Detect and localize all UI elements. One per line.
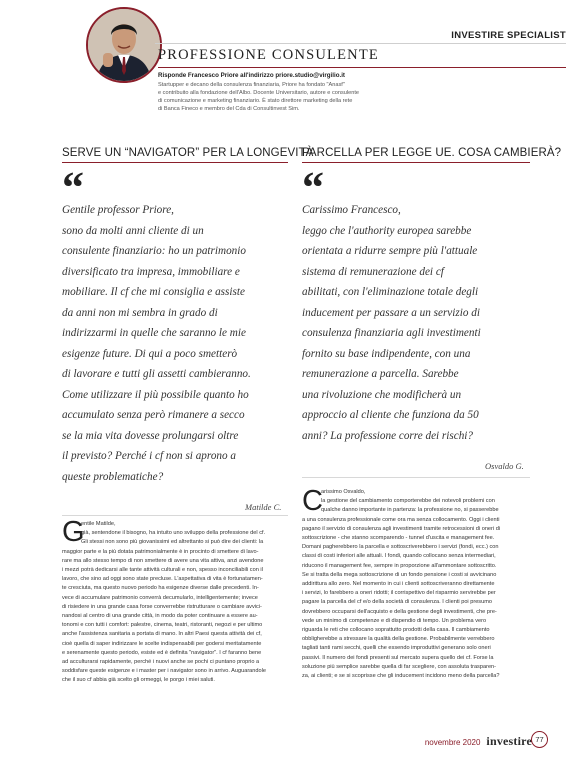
- bio-line: Startupper e decano della consulenza finanziaria, Priore ha fondato "Anasf": [158, 82, 345, 88]
- letter-line: fornito su base indipendente, con una: [302, 347, 471, 360]
- reply-line: riguarda le reti che collocano soprattutto prodotti della casa. Il cambiamento: [302, 627, 490, 634]
- section-label: INVESTIRE SPECIALIST: [451, 30, 566, 41]
- author-portrait: [86, 7, 162, 83]
- left-separator: [62, 515, 288, 516]
- right-signature: Osvaldo G.: [485, 461, 524, 471]
- reply-line: vede un minimo di competenze e di dispendio di tempo. Un problema vero: [302, 617, 487, 624]
- letter-line: una rivoluzione che modificherà un: [302, 388, 462, 401]
- reply-line: anche l'assistenza sanitaria a portata di mano. In altri Paesi questa attività dei cf,: [62, 631, 262, 638]
- right-headline: PARCELLA PER LEGGE UE. COSA CAMBIERÀ?: [302, 147, 562, 159]
- bio-line: di comunicazione e marketing finanziario. È stato direttore marketing della rete: [158, 98, 353, 104]
- reply-line: già, sentendone il bisogno, ha intuito uno sviluppo della professione del cf.: [81, 530, 266, 537]
- letter-line: abilitati, con l'eliminazione totale degli: [302, 286, 479, 298]
- letter-line: anni? La professione corre dei rischi?: [302, 429, 474, 442]
- reply-line: za, ai clienti; e se si scoprisse che gli inducement incidono meno della parcella?: [302, 673, 500, 680]
- letter-line: indirizzarmi in quelle che saranno le mie: [62, 327, 246, 339]
- reply-line: entile Matilde,: [81, 521, 116, 527]
- reply-line: qualche danno importante in partenza: la professione no, si passerebbe: [321, 507, 499, 514]
- letter-line: approccio al cliente che funziona da 50: [302, 409, 479, 421]
- right-dropcap: C: [302, 485, 323, 517]
- reply-line: addirittura allo zero. Nel momento in cui i clienti sottoscriveranno direttamente: [302, 581, 495, 588]
- page-number: 77: [531, 731, 548, 748]
- bio-line: e contribuito alla fondazione dell'Albo. Docente Universitario, autore e consulente: [158, 90, 360, 96]
- reply-line: cioè quella di saper indirizzare le scelte indispensabili per godersi meritatamente: [62, 640, 262, 647]
- letter-line: queste problematiche?: [62, 470, 164, 483]
- responder-line: Risponde Francesco Priore all'indirizzo priore.studio@virgilio.it: [158, 72, 345, 79]
- reply-line: te cresciuta, ma questo nuovo periodo ha esigenze diverse dalle precedenti. In-: [62, 585, 259, 592]
- right-separator: [302, 477, 530, 478]
- reply-line: i servizi, lo farebbero a oneri ridotti; il corrispettivo del risparmio servirebbe per: [302, 590, 496, 597]
- page-footer: [425, 734, 532, 749]
- reply-line: e serenamente questo periodo, esiste ed è definita "navigator". I cf faranno bene: [62, 649, 262, 656]
- reply-line: tagliati tanti rami secchi, quelli che essendo improduttivi generano solo oneri: [302, 645, 491, 652]
- title-underline: [158, 67, 566, 68]
- reply-line: la gestione del cambiamento comporterebbe dei notevoli problemi con: [321, 498, 495, 505]
- left-dropcap: G: [62, 516, 85, 548]
- letter-line: il previsto? Perché i cf non si aprono a: [62, 450, 237, 462]
- letter-line: Carissimo Francesco,: [302, 204, 401, 216]
- reply-line: di risiedere in una grande casa forse converrebbe ristrutturare o cambiare avvici-: [62, 603, 262, 610]
- left-headline-rule: [62, 162, 288, 163]
- issue-date: novembre 2020: [424, 738, 481, 747]
- letter-line: se la mia vita dovesse prolungarsi oltre: [62, 429, 239, 442]
- reply-line: soluzione più semplice sarebbe quella di far scegliere, con assoluta trasparen-: [302, 663, 497, 670]
- reply-line: riducono il management fee, sempre in proporzione all'ammontare sottoscritto.: [302, 562, 497, 569]
- reply-line: pagano il servizio di consulenza agli investimenti tramite retrocessioni di oneri di: [302, 525, 501, 532]
- letter-line: Gentile professor Priore,: [62, 204, 174, 216]
- reply-line: obbligherebbe a stressare la qualità della gestione. Probabilmente verrebbero: [302, 636, 495, 643]
- reply-line: vece di accumulare patrimonio converrà decumularlo, intelligentemente; invece: [62, 594, 258, 601]
- reply-line: tonomi e con tutti i comfort: palestre, cinema, teatri, ristoranti, negozi e per ultimo: [62, 622, 263, 629]
- letter-line: sistema di remunerazione dei cf: [302, 265, 444, 278]
- letter-line: sono da molti anni cliente di un: [62, 224, 204, 237]
- right-headline-rule: [302, 162, 530, 163]
- left-reader-letter: [62, 200, 251, 487]
- letter-line: orientata a ridurre sempre più l'attuale: [302, 245, 478, 257]
- letter-line: remunerazione a parcella. Sarebbe: [302, 368, 459, 380]
- left-signature: Matilde C.: [245, 502, 282, 512]
- right-quote-mark: “: [302, 163, 324, 212]
- reply-line: Domani pagherebbero la parcella e sottoscriverebbero i servizi (fondi, ecc.) con: [302, 544, 499, 551]
- letter-line: da anni non mi sembra in grado di: [62, 306, 218, 319]
- letter-line: esigenze future. Di qui a poco smetterò: [62, 347, 238, 360]
- reply-line: che il suo cf abbia già scelto gli ormeggi, le porgo i miei saluti.: [62, 677, 215, 684]
- letter-line: consulenza finanziaria agli investimenti: [302, 327, 481, 339]
- reply-line: Gli stessi non sono più giovanissimi ed altrettanto si può dire dei clienti: la: [81, 539, 264, 546]
- left-quote-mark: “: [62, 163, 84, 212]
- letter-line: inducement per passare a un servizio di: [302, 306, 480, 319]
- letter-line: consulente finanziario: ho un patrimonio: [62, 245, 246, 257]
- bio-line: di Banca Fineco e membro del Cda di Consultinvest Sim.: [158, 106, 300, 112]
- right-reply-text: [302, 485, 530, 681]
- left-reply-text: [62, 516, 288, 686]
- reply-line: soddisfare queste esigenze e i master per i navigator sono in arrivo. Auguarandole: [62, 668, 266, 675]
- letter-line: diversificato tra impresa, immobiliare e: [62, 265, 240, 278]
- reply-line: sottoscrizione - che stanno scomparendo - tunnel d'uscita e management fee.: [302, 535, 495, 542]
- reply-line: i mezzi potrà dedicarsi alle tante attività culturali e non, spesso inconciliabili con il: [62, 567, 263, 574]
- reply-line: classi di costi inferiori alle attuali. I fondi, quando collocano senza intermediari,: [302, 553, 496, 560]
- reply-line: a una consulenza professionale come ora ma senza collocamento. Oggi i clienti: [302, 516, 500, 523]
- reply-line: nandosi al centro di una grande città, in modo da poter continuare a essere au-: [62, 613, 258, 620]
- right-reader-letter: [302, 200, 481, 446]
- column-title: PROFESSIONE CONSULENTE: [158, 47, 379, 63]
- reply-line: ad acculturarsi rapidamente, perché i nuovi anche se pochi ci puntano proprio a: [62, 659, 260, 666]
- reply-line: dovrebbero occuparsi dell'acquisto e della gestione degli investimenti, che pre-: [302, 608, 497, 615]
- reply-line: passivi. Il numero dei fondi presenti sul mercato supera quello dei cf. Forse la: [302, 654, 494, 661]
- header-divider: [155, 43, 566, 44]
- letter-line: di lavorare e tutti gli assetti cambieranno.: [62, 368, 251, 380]
- reply-line: arissimo Osvaldo,: [321, 489, 366, 495]
- letter-line: Come utilizzare il più possibile quanto ho: [62, 388, 249, 401]
- magazine-name: investire: [486, 734, 532, 748]
- reply-line: lavoro, che sino ad oggi sono state precluse. L'aspettativa di vita è fortunatamen-: [62, 576, 263, 583]
- letter-line: accumulato senza però rimanere a secco: [62, 409, 245, 421]
- reply-line: rare ma allo stesso tempo di non smettere di avere una vita attiva, anzi avendone: [62, 557, 264, 564]
- letter-line: mobiliare. Il cf che mi consiglia e assiste: [62, 286, 245, 298]
- author-bio: [158, 81, 388, 113]
- left-headline: SERVE UN “NAVIGATOR” PER LA LONGEVITÀ: [62, 147, 314, 159]
- reply-line: pagare la parcella del cf e/o della società di consulenza. I clienti poi presumo: [302, 599, 492, 606]
- letter-line: leggo che l'authority europea sarebbe: [302, 224, 472, 237]
- reply-line: Se si tratta della mega sottoscrizione di un fondo pensione i costi si avvicinano: [302, 571, 497, 578]
- reply-line: maggior parte e la più dotata patrimonialmente è in procinto di smettere di lavo-: [62, 548, 259, 555]
